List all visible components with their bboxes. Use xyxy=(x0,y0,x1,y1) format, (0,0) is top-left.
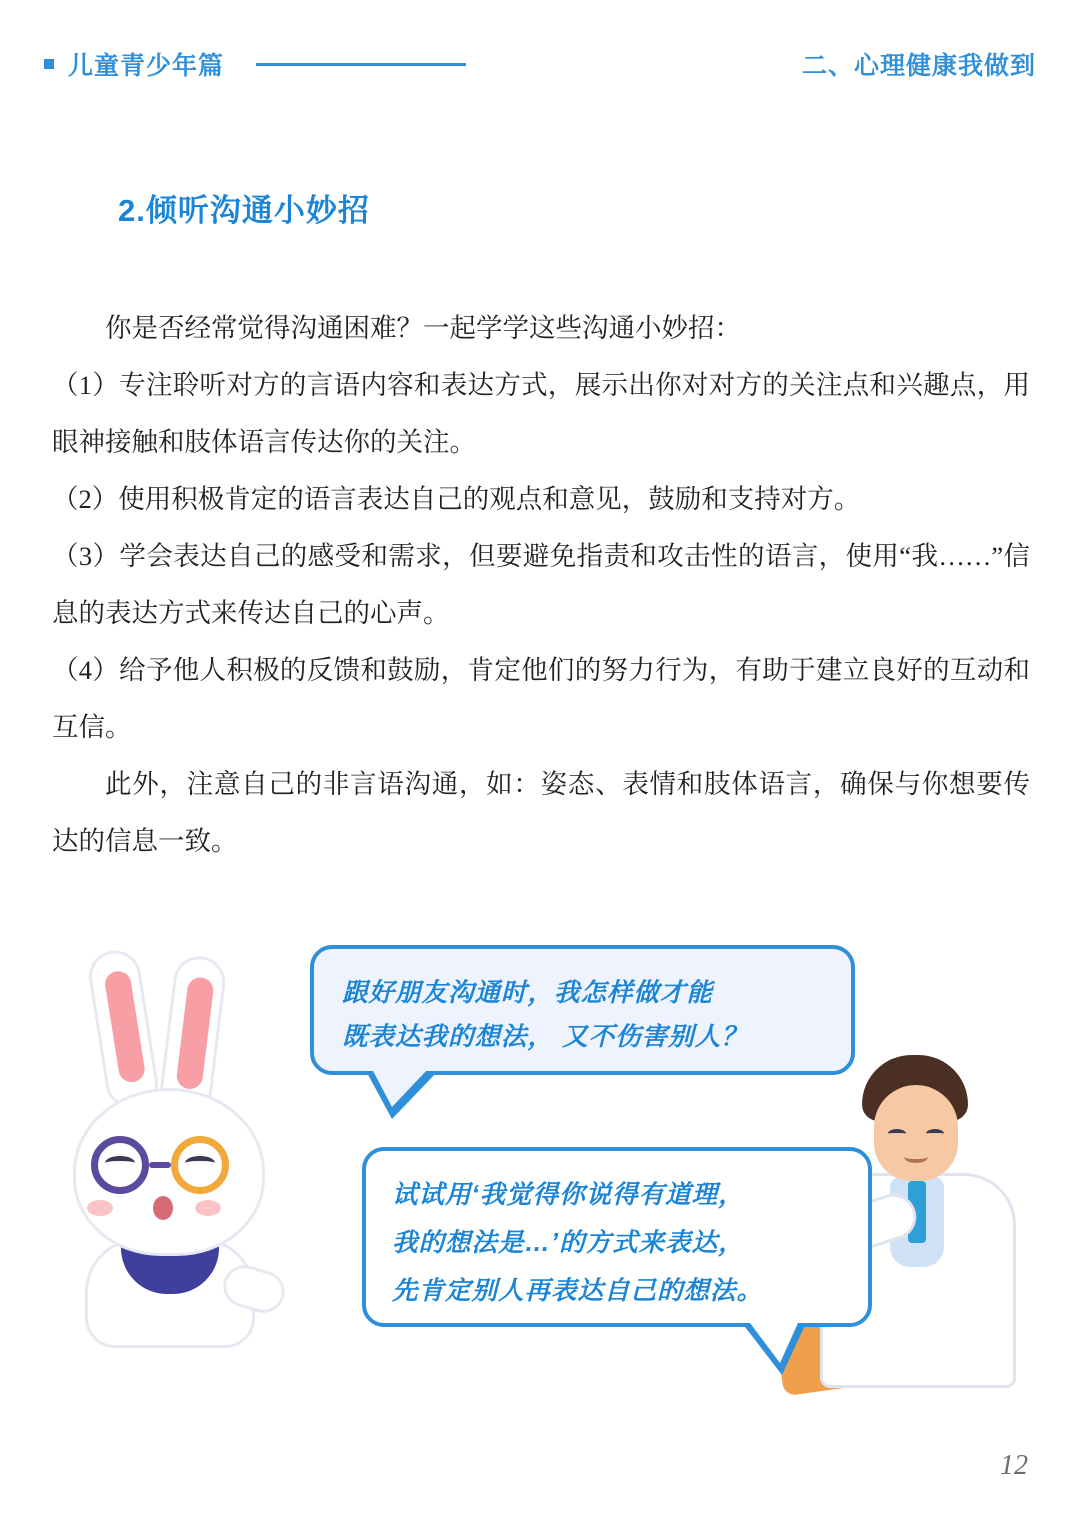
paragraph-item-4: （4）给予他人积极的反馈和鼓励，肯定他们的努力行为，有助于建立良好的互动和互信。 xyxy=(52,655,1030,742)
doctor-eye-left-icon xyxy=(888,1129,906,1138)
rabbit-icon xyxy=(55,950,305,1345)
square-bullet-icon xyxy=(44,59,54,69)
header-left-group xyxy=(44,46,466,82)
rabbit-ear-inner-left-icon xyxy=(103,969,146,1084)
answer-line-3: 先肯定别人再表达自己的想法。 xyxy=(392,1277,764,1305)
header-chapter-label: 儿童青少年篇 xyxy=(68,52,225,80)
paragraph-closing: 此外，注意自己的非言语沟通，如：姿态、表情和肢体语言，确保与你想要传达的信息一致。 xyxy=(52,769,1030,856)
paragraph-item-2: （2）使用积极肯定的语言表达自己的观点和意见，鼓励和支持对方。 xyxy=(52,484,861,514)
answer-bubble-tail-inner-icon xyxy=(750,1323,798,1363)
header-section-label: 二、心理健康我做到 xyxy=(801,52,1036,80)
rabbit-ear-left-icon xyxy=(85,947,161,1108)
page-number: 12 xyxy=(1000,1450,1028,1481)
header-divider-rule xyxy=(256,63,466,66)
paragraph-item-3: （3）学会表达自己的感受和需求，但要避免指责和攻击性的语言，使用“我……”信息的表达方式来传达自己的心声。 xyxy=(52,541,1030,628)
doctor-eye-right-icon xyxy=(926,1129,944,1138)
rabbit-cheek-right-icon xyxy=(195,1200,221,1216)
answer-line-2: 我的想法是…’的方式来表达， xyxy=(392,1229,745,1257)
body-text xyxy=(52,300,1030,870)
illustration-area xyxy=(0,925,1080,1405)
rabbit-eye-left-icon xyxy=(105,1156,135,1170)
paragraph-item-1: （1）专注聆听对方的言语内容和表达方式，展示出你对对方的关注点和兴趣点，用眼神接触和肢体语言传达你的关注。 xyxy=(52,370,1030,457)
rabbit-cheek-left-icon xyxy=(87,1200,113,1216)
section-title: 2.倾听沟通小妙招 xyxy=(118,193,370,228)
page-header xyxy=(44,44,1036,84)
answer-line-1: 试试用‘我觉得你说得有道理， xyxy=(392,1181,745,1209)
rabbit-eye-right-icon xyxy=(185,1156,215,1170)
rabbit-ear-inner-right-icon xyxy=(175,976,214,1090)
question-line-1: 跟好朋友沟通时，我怎样做才能 xyxy=(342,979,714,1007)
rabbit-glasses-bridge-icon xyxy=(149,1162,171,1168)
speech-bubble-question xyxy=(310,945,855,1075)
doctor-face-icon xyxy=(874,1085,958,1181)
speech-bubble-answer xyxy=(362,1147,872,1327)
rabbit-mouth-icon xyxy=(153,1196,173,1220)
question-bubble-tail-inner-icon xyxy=(372,1069,428,1107)
paragraph-intro: 你是否经常觉得沟通困难？一起学学这些沟通小妙招： xyxy=(105,313,741,343)
question-line-2: 既表达我的想法， 又不伤害别人？ xyxy=(342,1023,748,1051)
doctor-smile-icon xyxy=(904,1151,928,1163)
